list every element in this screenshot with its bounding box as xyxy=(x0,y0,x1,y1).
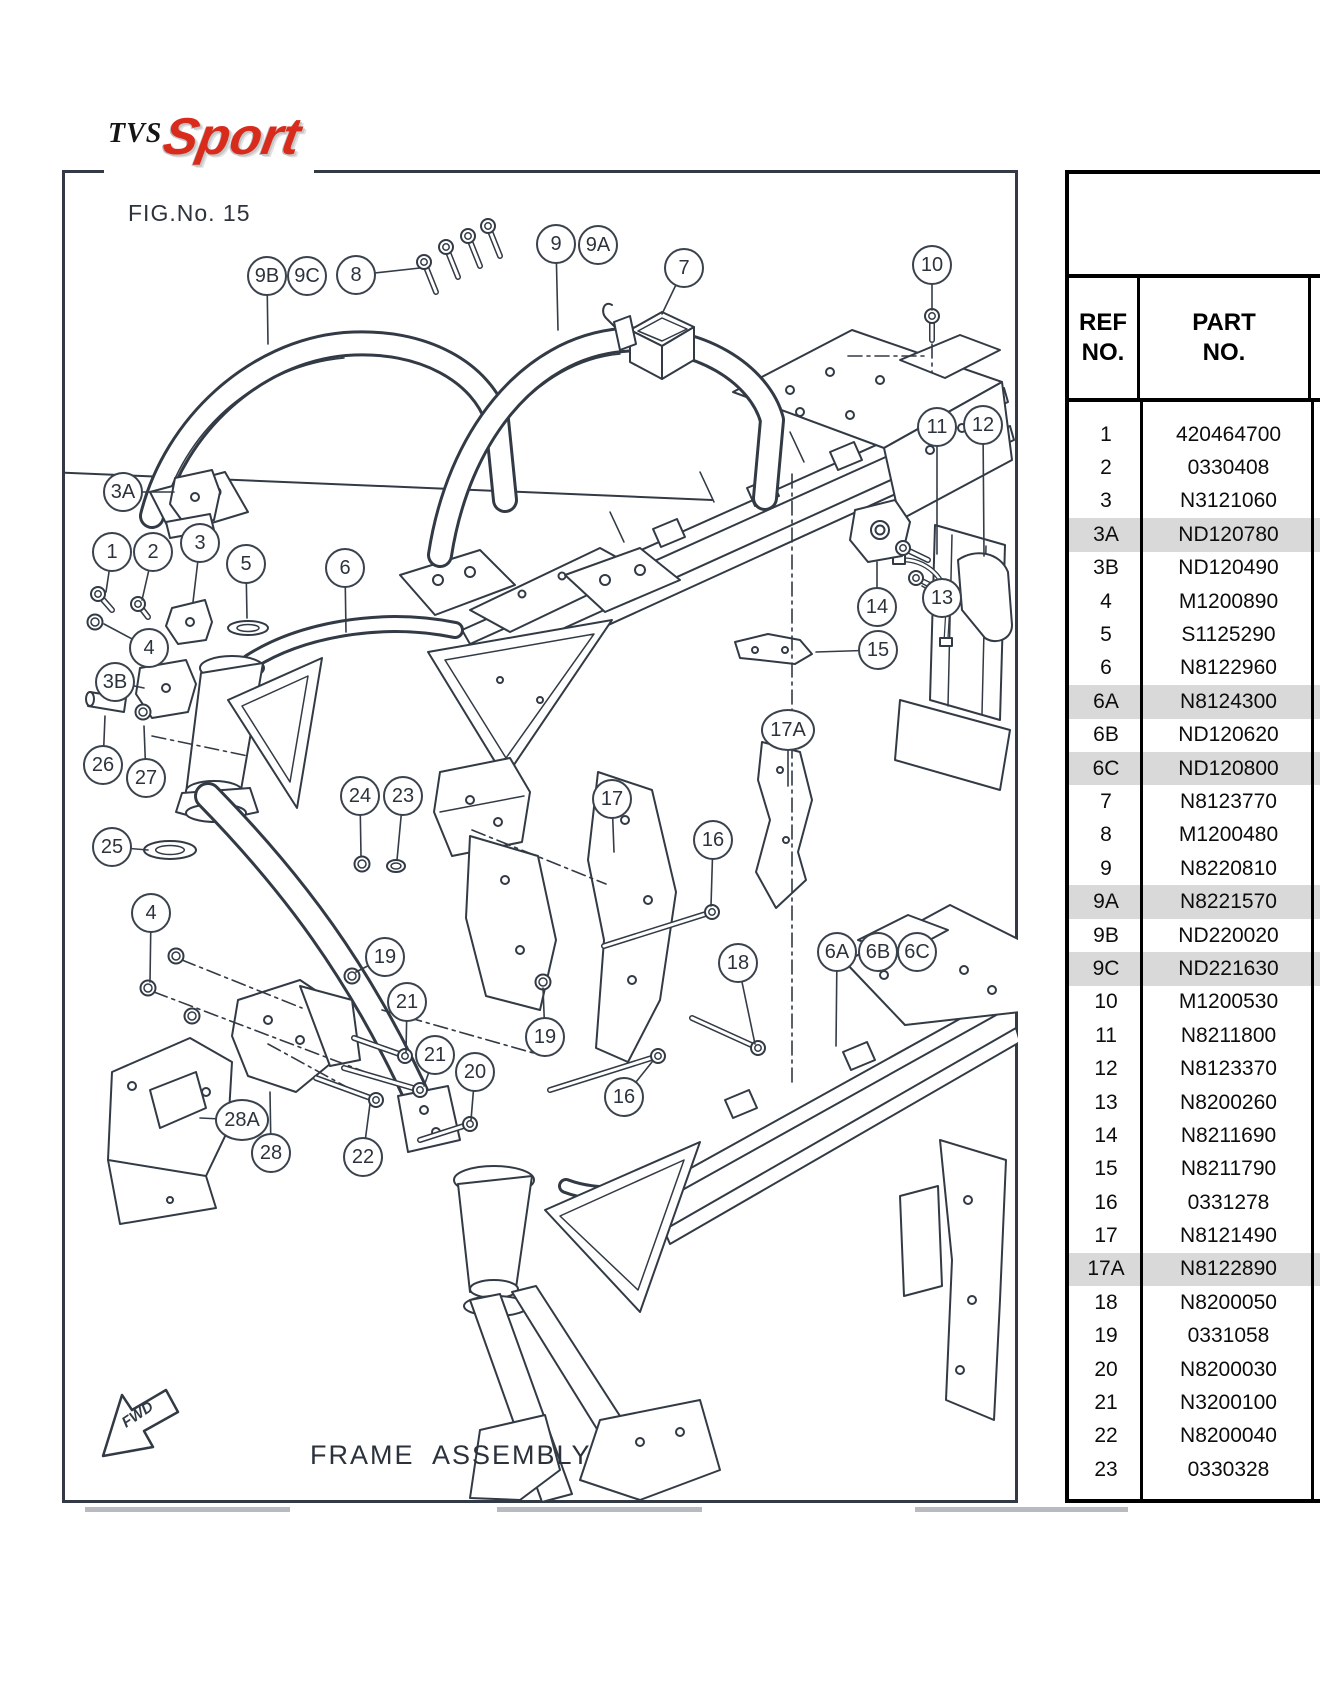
callout-13: 13 xyxy=(922,578,962,618)
cell-part: N8221570 xyxy=(1180,890,1277,914)
cell-part: 420464700 xyxy=(1175,422,1282,446)
cell-ref: 13 xyxy=(1094,1090,1118,1114)
callout-20: 20 xyxy=(455,1052,495,1092)
cell-part: S1125290 xyxy=(1181,623,1276,647)
cell-ref: 1 xyxy=(1100,422,1112,446)
cell-part: N8124300 xyxy=(1180,689,1277,713)
callout-12: 12 xyxy=(963,405,1003,445)
callout-6: 6 xyxy=(325,548,365,588)
callout-28: 28 xyxy=(251,1133,291,1173)
cell-ref: 12 xyxy=(1094,1057,1118,1081)
cell-part: N3200100 xyxy=(1180,1391,1277,1415)
cell-ref: 18 xyxy=(1094,1290,1118,1314)
cell-part: ND120490 xyxy=(1178,556,1279,580)
callout-6A: 6A xyxy=(817,932,857,972)
cell-part: N8122960 xyxy=(1180,656,1277,680)
callout-21: 21 xyxy=(387,982,427,1022)
cell-part: ND120620 xyxy=(1178,723,1279,747)
column-header-ref: REF NO. xyxy=(1069,278,1140,398)
callout-23: 23 xyxy=(383,776,423,816)
cell-part: N8121490 xyxy=(1180,1224,1277,1248)
cell-part: N8123370 xyxy=(1180,1057,1277,1081)
cell-ref: 6 xyxy=(1100,656,1112,680)
cell-ref: 3A xyxy=(1093,522,1119,546)
fwd-arrow-label: FWD xyxy=(118,1398,157,1432)
cell-ref: 9 xyxy=(1100,856,1112,880)
cell-part: 0331058 xyxy=(1187,1324,1270,1348)
cell-part: N8122890 xyxy=(1180,1257,1277,1281)
cell-part: N8200260 xyxy=(1180,1090,1277,1114)
cell-ref: 22 xyxy=(1094,1424,1118,1448)
callout-25: 25 xyxy=(92,827,132,867)
cell-ref: 6C xyxy=(1092,756,1120,780)
callout-8: 8 xyxy=(336,255,376,295)
callout-3: 3 xyxy=(180,523,220,563)
callout-6B: 6B xyxy=(858,932,898,972)
cell-part: M1200890 xyxy=(1178,589,1279,613)
callout-9A: 9A xyxy=(578,225,618,265)
callout-22: 22 xyxy=(343,1137,383,1177)
callout-16: 16 xyxy=(693,820,733,860)
callout-15: 15 xyxy=(858,630,898,670)
callout-2: 2 xyxy=(133,532,173,572)
cell-part: ND220020 xyxy=(1178,923,1279,947)
cell-ref: 3 xyxy=(1100,489,1112,513)
callout-9B: 9B xyxy=(247,256,287,296)
callout-10: 10 xyxy=(912,245,952,285)
callout-9C: 9C xyxy=(287,256,327,296)
cell-ref: 6B xyxy=(1093,723,1119,747)
cell-ref: 9A xyxy=(1093,890,1119,914)
cell-part: ND221630 xyxy=(1178,956,1279,980)
cell-ref: 19 xyxy=(1094,1324,1118,1348)
callout-28A: 28A xyxy=(215,1099,269,1141)
logo-sport-text: Sport xyxy=(159,108,306,166)
callout-18: 18 xyxy=(718,943,758,983)
cell-part: ND120780 xyxy=(1178,522,1279,546)
cell-part: N8123770 xyxy=(1180,789,1277,813)
callout-19: 19 xyxy=(365,937,405,977)
cell-part: N8220810 xyxy=(1180,856,1277,880)
cell-ref: 17A xyxy=(1087,1257,1125,1281)
callout-3A: 3A xyxy=(103,472,143,512)
callout-14: 14 xyxy=(857,587,897,627)
cell-ref: 3B xyxy=(1093,556,1119,580)
cell-part: N8200050 xyxy=(1180,1290,1277,1314)
cell-ref: 4 xyxy=(1100,589,1112,613)
cell-part: 0330408 xyxy=(1187,456,1270,480)
callout-7: 7 xyxy=(664,248,704,288)
cell-ref: 9B xyxy=(1093,923,1119,947)
cell-part: N8211690 xyxy=(1180,1123,1277,1147)
callout-11: 11 xyxy=(917,407,957,447)
callout-19: 19 xyxy=(525,1017,565,1057)
cell-part: N8200040 xyxy=(1180,1424,1277,1448)
cell-ref: 20 xyxy=(1094,1357,1118,1381)
callout-6C: 6C xyxy=(897,932,937,972)
callout-9: 9 xyxy=(536,224,576,264)
cell-ref: 7 xyxy=(1100,789,1112,813)
cell-ref: 23 xyxy=(1094,1457,1118,1481)
cell-part: N3121060 xyxy=(1180,489,1277,513)
callout-1: 1 xyxy=(92,532,132,572)
cell-ref: 2 xyxy=(1100,456,1112,480)
cell-ref: 9C xyxy=(1092,956,1120,980)
callout-4: 4 xyxy=(131,893,171,933)
cell-part: M1200530 xyxy=(1178,990,1279,1014)
cell-part: N8211800 xyxy=(1180,1023,1277,1047)
cell-part: ND120800 xyxy=(1178,756,1279,780)
cell-part: M1200480 xyxy=(1178,823,1279,847)
cell-part: N8211790 xyxy=(1180,1157,1277,1181)
callout-4: 4 xyxy=(129,628,169,668)
callout-21: 21 xyxy=(415,1035,455,1075)
callout-16: 16 xyxy=(604,1077,644,1117)
cell-ref: 11 xyxy=(1095,1023,1117,1047)
column-header-part: PART NO. xyxy=(1140,278,1311,398)
callout-3B: 3B xyxy=(95,662,135,702)
cell-ref: 17 xyxy=(1094,1224,1118,1248)
cell-ref: 14 xyxy=(1094,1123,1118,1147)
callout-5: 5 xyxy=(226,544,266,584)
callout-17: 17 xyxy=(592,779,632,819)
tvs-sport-logo xyxy=(104,108,314,188)
callout-26: 26 xyxy=(83,745,123,785)
cell-ref: 8 xyxy=(1100,823,1112,847)
cell-part: 0331278 xyxy=(1187,1190,1270,1214)
callout-24: 24 xyxy=(340,776,380,816)
logo-tvs-text: TVS xyxy=(108,118,163,149)
cell-ref: 16 xyxy=(1094,1190,1118,1214)
cell-part: N8200030 xyxy=(1180,1357,1277,1381)
cell-ref: 10 xyxy=(1094,990,1118,1014)
cell-ref: 21 xyxy=(1094,1391,1118,1415)
cell-ref: 15 xyxy=(1094,1157,1118,1181)
callout-27: 27 xyxy=(126,758,166,798)
cell-ref: 5 xyxy=(1100,623,1112,647)
figure-number-label: FIG.No. 15 xyxy=(128,200,251,226)
cell-ref: 6A xyxy=(1093,689,1119,713)
cell-part: 0330328 xyxy=(1187,1457,1270,1481)
diagram-caption: FRAME ASSEMBLY xyxy=(310,1440,592,1470)
callout-17A: 17A xyxy=(761,709,815,751)
